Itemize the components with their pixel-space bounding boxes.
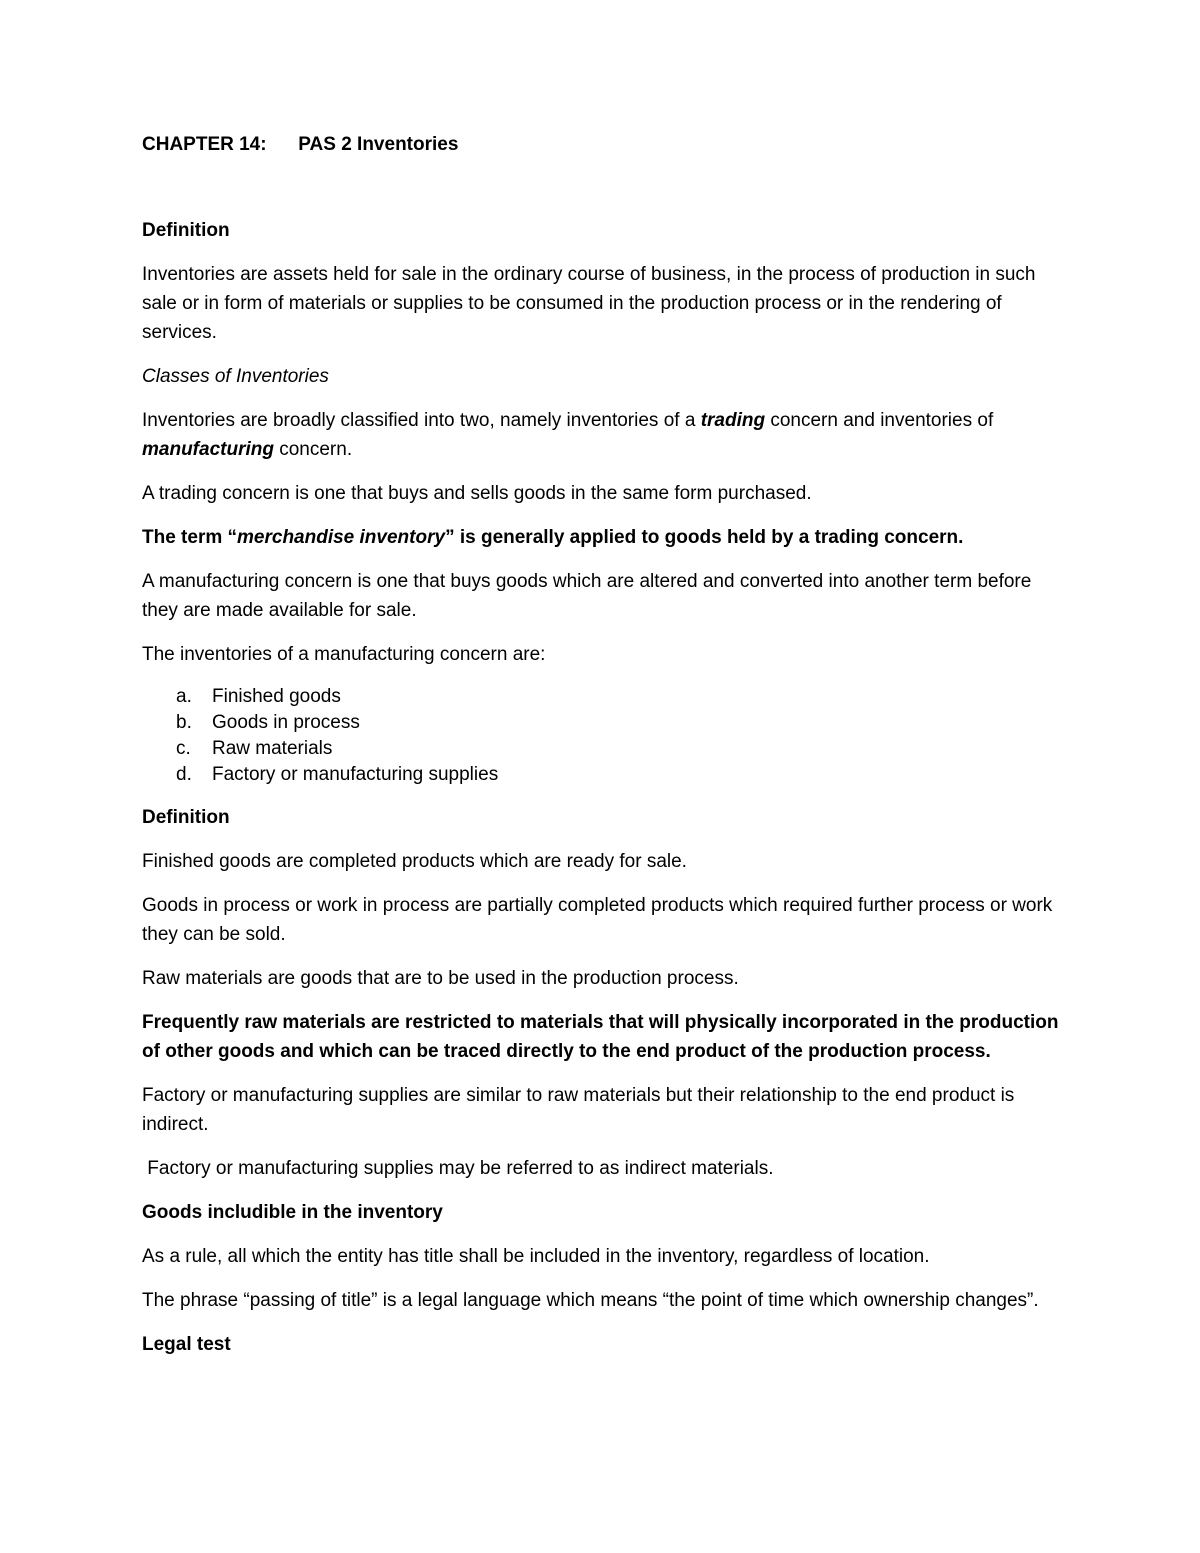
- list-item-text: Goods in process: [212, 712, 360, 733]
- list-marker: a.: [176, 686, 192, 707]
- definition-heading: Definition: [142, 220, 230, 241]
- goods-in-process-definition: Goods in process or work in process are partially completed products which required further process or work they can be sold.: [142, 895, 1053, 945]
- list-item-text: Factory or manufacturing supplies: [212, 764, 499, 785]
- chapter-label: CHAPTER 14:: [142, 134, 267, 155]
- classes-text-part3: concern.: [273, 439, 353, 460]
- classes-text-part2: concern and inventories of: [765, 410, 994, 431]
- definition-paragraph: Inventories are assets held for sale in the ordinary course of business, in the process of production in such sale or in form of materials or supplies to be consumed in the production process or in the rendering of services.: [142, 264, 1036, 343]
- list-marker: b.: [176, 712, 192, 733]
- list-item: [142, 684, 1067, 710]
- list-item: [142, 762, 1067, 788]
- list-marker: c.: [176, 738, 191, 759]
- merchandise-text-part1: The term “: [142, 527, 238, 548]
- factory-supplies-indirect-paragraph: Factory or manufacturing supplies may be referred to as indirect materials.: [142, 1158, 774, 1179]
- finished-goods-definition: Finished goods are completed products which are ready for sale.: [142, 851, 687, 872]
- list-item-text: Finished goods: [212, 686, 341, 707]
- definition-heading-second: Definition: [142, 807, 230, 828]
- merchandise-inventory-paragraph: [142, 523, 1067, 552]
- manufacturing-term: manufacturing: [142, 439, 274, 460]
- raw-materials-restricted-paragraph: Frequently raw materials are restricted to materials that will physically incorporated in the production of other goods and which can be traced directly to the end product of the production process.: [142, 1012, 1059, 1062]
- list-item-text: Raw materials: [212, 738, 333, 759]
- chapter-heading: [142, 130, 1067, 159]
- trading-concern-paragraph: A trading concern is one that buys and sells goods in the same form purchased.: [142, 483, 812, 504]
- classes-text-part1: Inventories are broadly classified into two, namely inventories of a: [142, 410, 701, 431]
- title-rule-paragraph: As a rule, all which the entity has title shall be included in the inventory, regardless of location.: [142, 1246, 930, 1267]
- list-item: [142, 736, 1067, 762]
- list-marker: d.: [176, 764, 192, 785]
- list-item: [142, 710, 1067, 736]
- merchandise-term: merchandise inventory: [237, 527, 446, 548]
- manufacturing-concern-paragraph: A manufacturing concern is one that buys goods which are altered and converted into another term before they are made available for sale.: [142, 571, 1032, 621]
- trading-term: trading: [700, 410, 766, 431]
- manufacturing-inventories-list: [142, 684, 1067, 788]
- merchandise-text-part2: ” is generally applied to goods held by a trading concern.: [445, 527, 964, 548]
- legal-test-heading: Legal test: [142, 1334, 231, 1355]
- raw-materials-definition: Raw materials are goods that are to be used in the production process.: [142, 968, 739, 989]
- passing-of-title-paragraph: The phrase “passing of title” is a legal language which means “the point of time which ownership changes”.: [142, 1290, 1039, 1311]
- document-page: [142, 130, 1067, 1374]
- manufacturing-inventories-intro: The inventories of a manufacturing concern are:: [142, 644, 546, 665]
- chapter-title: PAS 2 Inventories: [298, 134, 459, 155]
- classes-heading: Classes of Inventories: [142, 366, 329, 387]
- goods-includible-heading: Goods includible in the inventory: [142, 1202, 443, 1223]
- classes-paragraph: [142, 406, 1067, 464]
- factory-supplies-definition: Factory or manufacturing supplies are similar to raw materials but their relationship to the end product is indirect.: [142, 1085, 1015, 1135]
